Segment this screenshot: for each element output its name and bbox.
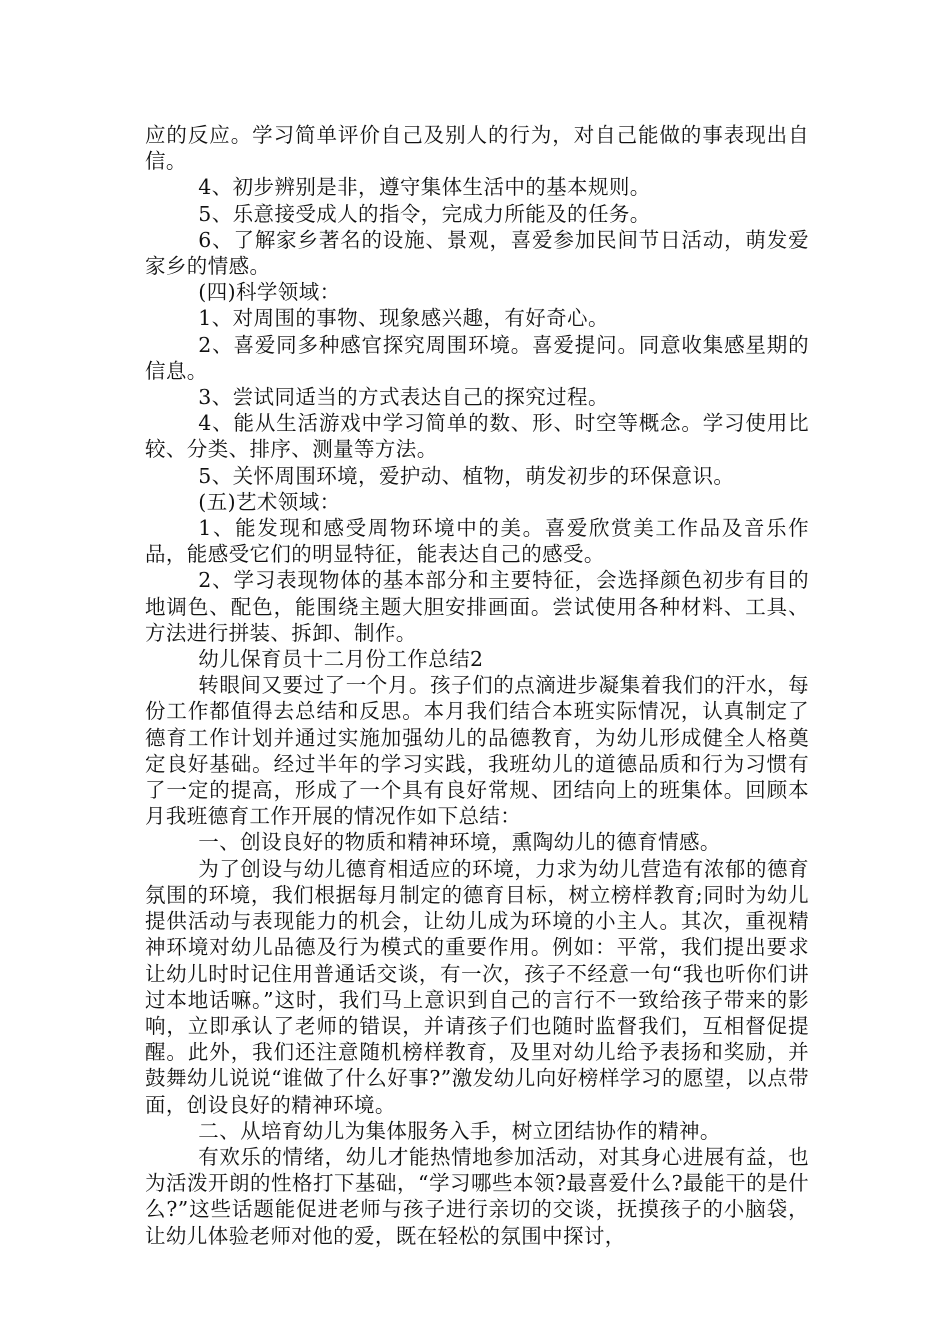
section-heading-2: 二、从培育幼儿为集体服务入手，树立团结协作的精神。 — [198, 1118, 721, 1143]
paragraph-17: 为了创设与幼儿德育相适应的环境，力求为幼儿营造有浓郁的德育氛围的环境，我们根据每月制定的德育目标，树立榜样教育;同时为幼儿提供活动与表现能力的机会，让幼儿成为环境的小主人。其次，重视精神环境对幼儿品德及行为模式的重要作用。例如：平常，我们提出要求让幼儿时时记住用普通话交谈，有一次，孩子不经意一句“我也听你们讲过本地话嘛。”这时，我们马上意识到自己的言行不一致给孩子带来的影响，立即承认了老师的错误，并请孩子们也随时监督我们，互相督促提醒。此外，我们还注意随机榜样教育，及里对幼儿给予表扬和奖励，并鼓舞幼儿说说“谁做了什么好事?”激发幼儿向好榜样学习的愿望，以点带面，创设良好的精神环境。 — [145, 856, 809, 1117]
paragraph-8: 3、尝试同适当的方式表达自己的探究过程。 — [198, 385, 609, 410]
paragraph-1: 应的反应。学习简单评价自己及别人的行为，对自己能做的事表现出自信。 — [145, 123, 809, 174]
paragraph-7: 2、喜爱同多种感官探究周围环境。喜爱提问。同意收集感星期的信息。 — [145, 332, 809, 383]
paragraph-3: 5、乐意接受成人的指令，完成力所能及的任务。 — [198, 201, 651, 226]
paragraph-6: 1、对周围的事物、现象感兴趣，有好奇心。 — [198, 306, 609, 331]
section-heading-art: (五)艺术领域： — [198, 489, 341, 514]
paragraph-9: 4、能从生活游戏中学习简单的数、形、时空等概念。学习使用比较、分类、排序、测量等方法。 — [145, 411, 809, 462]
section-heading-1: 一、创设良好的物质和精神环境，熏陶幼儿的德育情感。 — [198, 830, 721, 855]
paragraph-10: 5、关怀周围环境，爱护动、植物，萌发初步的环保意识。 — [198, 463, 735, 488]
paragraph-19: 有欢乐的情绪，幼儿才能热情地参加活动，对其身心进展有益，也为活泼开朗的性格打下基础，“学习哪些本领?最喜爱什么?最能干的是什么?”这些话题能促进老师与孩子进行亲切的交谈，抚摸孩子的小脑袋，让幼儿体验老师对他的爱，既在轻松的氛围中探讨， — [145, 1144, 809, 1248]
paragraph-2: 4、初步辨别是非，遵守集体生活中的基本规则。 — [198, 175, 651, 200]
paragraph-15: 转眼间又要过了一个月。孩子们的点滴进步凝集着我们的汗水，每份工作都值得去总结和反思。本月我们结合本班实际情况，认真制定了德育工作计划并通过实施加强幼儿的品德教育，为幼儿形成健全人格奠定良好基础。经过半年的学习实践，我班幼儿的道德品质和行为习惯有了一定的提高，形成了一个具有良好常规、团结向上的班集体。回顾本月我班德育工作开展的情况作如下总结： — [145, 673, 809, 829]
paragraph-12: 1、能发现和感受周物环境中的美。喜爱欣赏美工作品及音乐作品，能感受它们的明显特征，能表达自己的感受。 — [145, 516, 809, 567]
section-heading-science: (四)科学领域： — [198, 280, 341, 305]
document-subtitle: 幼儿保育员十二月份工作总结2 — [198, 647, 484, 672]
document-body — [145, 122, 809, 1249]
paragraph-4: 6、了解家乡著名的设施、景观，喜爱参加民间节日活动，萌发爱家乡的情感。 — [145, 227, 809, 279]
paragraph-13: 2、学习表现物体的基本部分和主要特征，会选择颜色初步有目的地调色、配色，能围绕主题大胆安排画面。尝试使用各种材料、工具、方法进行拼装、拆卸、制作。 — [145, 568, 809, 645]
